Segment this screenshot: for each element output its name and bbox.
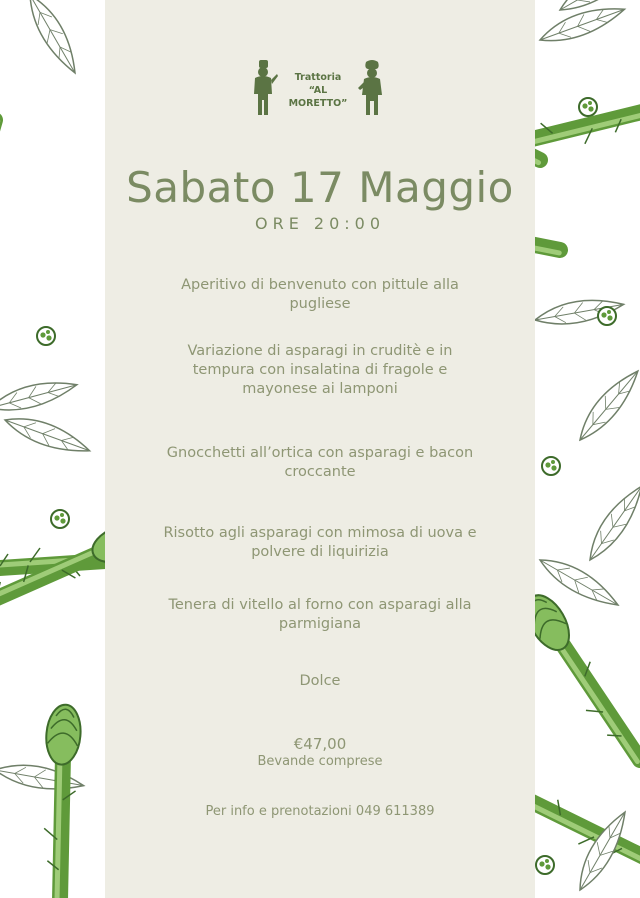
menu-course: Tenera di vitello al forno con asparagi alla parmigiana xyxy=(168,597,472,632)
logo-text xyxy=(278,71,358,110)
event-date: Sabato 17 Maggio xyxy=(126,163,514,212)
menu-course-list xyxy=(160,276,480,728)
logo-line2: “AL MORETTO” xyxy=(288,85,348,109)
menu-course: Aperitivo di benvenuto con pittule alla pugliese xyxy=(181,277,459,312)
chef-left-icon xyxy=(250,60,278,118)
menu-price: €47,00 xyxy=(293,735,347,753)
logo-line1: Trattoria xyxy=(294,72,342,83)
chef-right-icon xyxy=(358,60,386,118)
menu-course: Dolce xyxy=(299,673,341,689)
drinks-included-note: Bevande comprese xyxy=(257,754,383,769)
restaurant-logo xyxy=(250,60,386,118)
menu-course: Risotto agli asparagi con mimosa di uova e polvere di liquirizia xyxy=(163,525,477,560)
menu-course: Gnocchetti all’ortica con asparagi e bacon croccante xyxy=(166,445,474,480)
event-time: ORE 20:00 xyxy=(254,214,385,233)
menu-course: Variazione di asparagi in cruditè e in tempura con insalatina di fragole e mayonese ai lamponi xyxy=(187,343,453,397)
booking-info: Per info e prenotazioni 049 611389 xyxy=(205,804,435,819)
